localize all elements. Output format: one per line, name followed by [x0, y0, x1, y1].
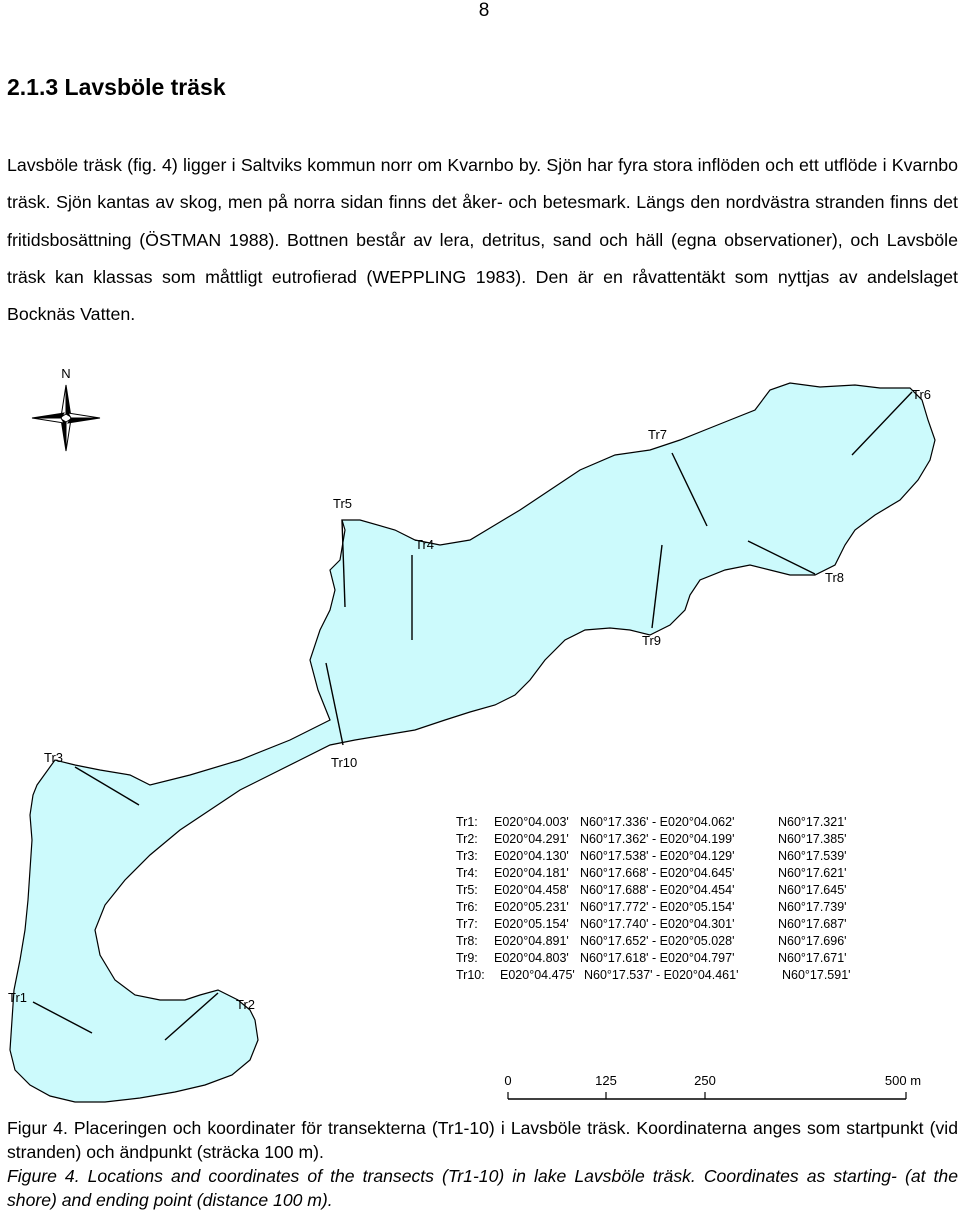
svg-text:N60°17.321': N60°17.321'	[778, 815, 847, 829]
svg-text:E020°05.154': E020°05.154'	[494, 917, 569, 931]
coord-row	[456, 951, 847, 965]
svg-text:Tr4:: Tr4:	[456, 866, 478, 880]
svg-text:N60°17.687': N60°17.687'	[778, 917, 847, 931]
transect-label-tr4: Tr4	[415, 537, 435, 552]
svg-text:N60°17.772' - E020°05.154': N60°17.772' - E020°05.154'	[580, 900, 735, 914]
svg-text:Tr8:: Tr8:	[456, 934, 478, 948]
coord-row	[456, 815, 847, 829]
svg-text:N60°17.652' - E020°05.028': N60°17.652' - E020°05.028'	[580, 934, 735, 948]
coord-row	[456, 883, 847, 897]
north-label: N	[61, 366, 71, 381]
svg-text:Tr2:: Tr2:	[456, 832, 478, 846]
svg-text:N60°17.621': N60°17.621'	[778, 866, 847, 880]
scale-bar	[504, 1073, 921, 1099]
svg-text:N60°17.385': N60°17.385'	[778, 832, 847, 846]
page-number: 8	[478, 0, 490, 21]
transect-label-tr2: Tr2	[236, 997, 256, 1012]
scale-label: 125	[595, 1073, 617, 1088]
lake-shape	[10, 383, 935, 1102]
svg-text:E020°05.231': E020°05.231'	[494, 900, 569, 914]
transect-label-tr3: Tr3	[44, 750, 64, 765]
svg-text:Tr10:: Tr10:	[456, 968, 485, 982]
svg-text:Tr1:: Tr1:	[456, 815, 478, 829]
svg-text:N60°17.688' - E020°04.454': N60°17.688' - E020°04.454'	[580, 883, 735, 897]
svg-text:E020°04.003': E020°04.003'	[494, 815, 569, 829]
svg-text:E020°04.130': E020°04.130'	[494, 849, 569, 863]
svg-text:N60°17.671': N60°17.671'	[778, 951, 847, 965]
transect-label-tr9: Tr9	[642, 633, 662, 648]
svg-text:N60°17.537' - E020°04.461': N60°17.537' - E020°04.461'	[584, 968, 739, 982]
svg-text:N60°17.740' - E020°04.301': N60°17.740' - E020°04.301'	[580, 917, 735, 931]
svg-text:N60°17.739': N60°17.739'	[778, 900, 847, 914]
scale-label: 500 m	[884, 1073, 922, 1088]
svg-text:E020°04.458': E020°04.458'	[494, 883, 569, 897]
svg-text:E020°04.803': E020°04.803'	[494, 951, 569, 965]
transect-label-tr6: Tr6	[912, 387, 932, 402]
transect-label-tr8: Tr8	[825, 570, 845, 585]
coordinates-table	[456, 815, 851, 982]
svg-text:Tr5:: Tr5:	[456, 883, 478, 897]
svg-text:E020°04.475': E020°04.475'	[500, 968, 575, 982]
section-heading: 2.1.3 Lavsböle träsk	[7, 74, 226, 100]
svg-text:N60°17.362' - E020°04.199': N60°17.362' - E020°04.199'	[580, 832, 735, 846]
coord-row	[456, 934, 847, 948]
svg-text:N60°17.668' - E020°04.645': N60°17.668' - E020°04.645'	[580, 866, 735, 880]
svg-text:Tr7:: Tr7:	[456, 917, 478, 931]
svg-text:N60°17.538' - E020°04.129': N60°17.538' - E020°04.129'	[580, 849, 735, 863]
scale-label: 250	[694, 1073, 716, 1088]
svg-text:E020°04.891': E020°04.891'	[494, 934, 569, 948]
svg-text:Tr9:: Tr9:	[456, 951, 478, 965]
lake-map	[0, 350, 960, 1110]
coord-row	[456, 917, 847, 931]
coord-row	[456, 832, 847, 846]
svg-text:E020°04.291': E020°04.291'	[494, 832, 569, 846]
svg-text:N60°17.645': N60°17.645'	[778, 883, 847, 897]
svg-text:N60°17.539': N60°17.539'	[778, 849, 847, 863]
figure-caption-swedish: Figur 4. Placeringen och koordinater för transekterna (Tr1-10) i Lavsböle träsk. Koordinaterna anges som startpunkt (vid stranden) och ändpunkt (sträcka 100 m).	[7, 1118, 958, 1162]
body-paragraph: Lavsböle träsk (fig. 4) ligger i Saltviks kommun norr om Kvarnbo by. Sjön har fyra stora inflöden och ett utflöde i Kvarnbo träsk. Sjön kantas av skog, men på norra sidan finns det åker- och betesmark. Längs den nordvästra stranden finns det fritidsbosättning (ÖSTMAN 1988). Bottnen består av lera, detritus, sand och häll (egna observationer), och Lavsböle träsk kan klassas som måttligt eutrofierad (WEPPLING 1983). Den är en råvattentäkt som nyttjas av andelslaget Bocknäs Vatten.	[7, 155, 958, 325]
svg-text:Tr3:: Tr3:	[456, 849, 478, 863]
svg-text:E020°04.181': E020°04.181'	[494, 866, 569, 880]
figure-caption-english: Figure 4. Locations and coordinates of the transects (Tr1-10) in lake Lavsböle träsk. Coordinates as starting- (at the shore) and ending point (distance 100 m).	[7, 1166, 958, 1210]
svg-text:N60°17.591': N60°17.591'	[782, 968, 851, 982]
svg-text:N60°17.696': N60°17.696'	[778, 934, 847, 948]
compass-rose-icon	[32, 366, 100, 451]
coord-row	[456, 900, 847, 914]
svg-text:N60°17.336' - E020°04.062': N60°17.336' - E020°04.062'	[580, 815, 735, 829]
svg-text:Tr6:: Tr6:	[456, 900, 478, 914]
svg-text:N60°17.618' - E020°04.797': N60°17.618' - E020°04.797'	[580, 951, 735, 965]
transect-label-tr1: Tr1	[8, 990, 28, 1005]
coord-row	[456, 968, 851, 982]
transect-label-tr5: Tr5	[333, 496, 353, 511]
scale-label: 0	[504, 1073, 512, 1088]
transect-label-tr7: Tr7	[648, 427, 668, 442]
coord-row	[456, 866, 847, 880]
coord-row	[456, 849, 847, 863]
transect-label-tr10: Tr10	[331, 755, 358, 770]
